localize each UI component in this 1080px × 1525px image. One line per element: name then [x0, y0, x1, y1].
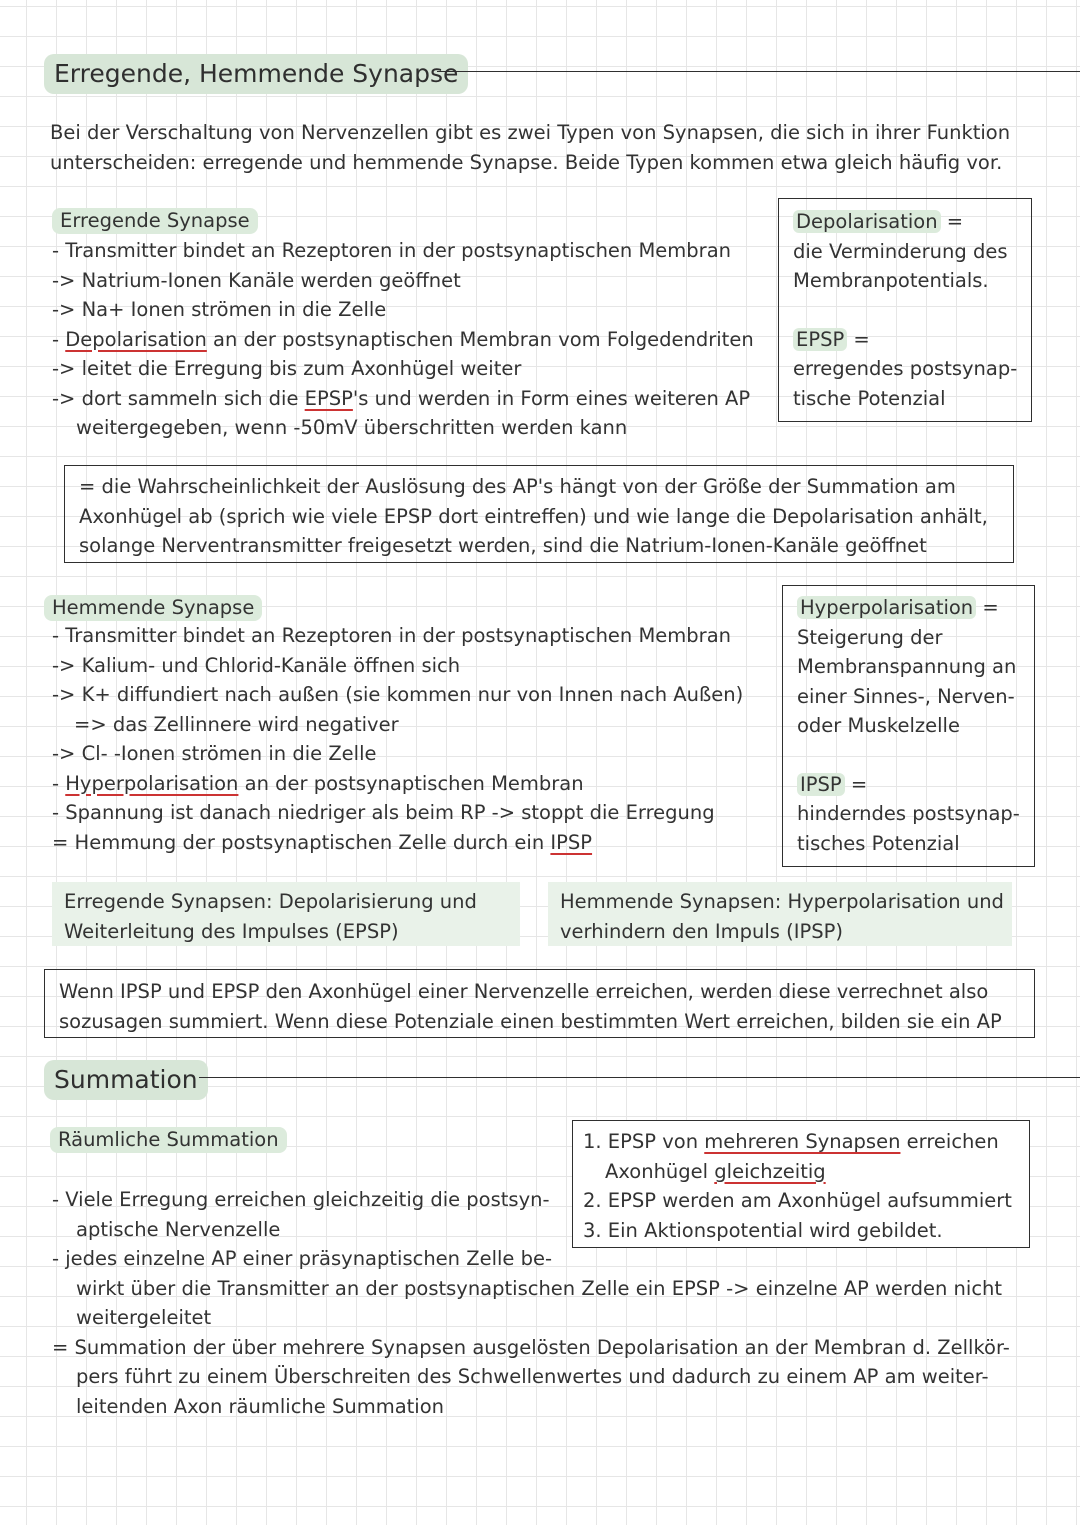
summary-line-3: solange Nerventransmitter freigesetzt werden, sind die Natrium-Ionen-Kanäle geöffnet — [79, 534, 927, 557]
green-right-1: Hemmende Synapsen: Hyperpolarisation und — [560, 890, 1004, 913]
hemmend-line-3: -> K+ diffundiert nach außen (sie kommen nur von Innen nach Außen) — [52, 683, 744, 706]
hemmend-line-6 — [52, 769, 743, 799]
def-ipsp-1: hinderndes postsynap- — [797, 802, 1020, 825]
summ-line-5: weitergeleitet — [76, 1306, 212, 1329]
line6-suffix: 's und werden in Form eines weiteren AP — [352, 386, 751, 410]
step1b-underlined: gleichzeitig — [714, 1159, 826, 1183]
line6-prefix: -> dort sammeln sich die — [52, 386, 305, 410]
section-heading-synapse-text: Erregende, Hemmende Synapse — [54, 59, 459, 88]
epsp-underlined: EPSP — [304, 386, 353, 410]
green-right-2: verhindern den Impuls (IPSP) — [560, 920, 844, 943]
hemmend-line-4: => das Zellinnere wird negativer — [74, 712, 399, 736]
step-1b — [583, 1157, 1029, 1187]
erregend-line-4 — [52, 325, 754, 355]
section-heading-synapse — [44, 54, 468, 94]
depol-suffix: an der postsynaptischen Membran vom Folgedendriten — [206, 327, 754, 351]
steps-box — [572, 1120, 1030, 1248]
summation-rule — [199, 1077, 1080, 1078]
term-epsp: EPSP — [793, 328, 847, 351]
section-heading-summation — [44, 1060, 208, 1100]
hyper-underlined: Hyperpolarisation — [65, 771, 239, 795]
summary-line-2: Axonhügel ab (sprich wie viele EPSP dort eintreffen) und wie lange die Depolarisation anhält, — [79, 504, 988, 528]
erregend-line-2: -> Natrium-Ionen Kanäle werden geöffnet — [52, 268, 461, 292]
erregend-line-3: -> Na+ Ionen strömen in die Zelle — [52, 298, 387, 321]
hemmend-line-1: - Transmitter bindet an Rezeptoren in der postsynaptischen Membran — [52, 624, 732, 647]
hemmende-lines — [52, 621, 743, 857]
summary-box-ap — [64, 465, 1014, 563]
erregend-line-5: -> leitet die Erregung bis zum Axonhügel weiter — [52, 357, 522, 380]
line8-prefix: = Hemmung der postsynaptischen Zelle durch ein — [52, 830, 551, 854]
eq-epsp: = — [847, 327, 870, 351]
ipsp-line-1: Wenn IPSP und EPSP den Axonhügel einer Nervenzelle erreichen, werden diese verrechnet also — [59, 980, 989, 1003]
hemmende-synapse-block — [44, 593, 262, 624]
term-hyperpolarisation: Hyperpolarisation — [797, 596, 976, 619]
step1-prefix: 1. EPSP von — [583, 1130, 705, 1153]
erregende-lines — [52, 236, 754, 443]
intro-line-1: Bei der Verschaltung von Nervenzellen gibt es zwei Typen von Synapsen, die sich in ihrer Funktion — [50, 121, 1011, 144]
raeumliche-summation-block — [50, 1125, 287, 1156]
def-depol-1: die Verminderung des — [793, 239, 1008, 263]
erregend-line-7: weitergegeben, wenn -50mV überschritten werden kann — [76, 416, 628, 439]
definition-box-depolarisation — [778, 198, 1032, 422]
summ-line-8: leitenden Axon räumliche Summation — [76, 1394, 444, 1418]
def-hyper-3: einer Sinnes-, Nerven- — [797, 684, 1015, 708]
erregend-line-6 — [52, 384, 754, 414]
def-ipsp-2: tisches Potenzial — [797, 831, 960, 855]
hemmend-line-5: -> Cl- -Ionen strömen in die Zelle — [52, 742, 377, 765]
summ-line-3: - jedes einzelne AP einer präsynaptischen Zelle be- — [52, 1247, 553, 1270]
hemmend-line-7: - Spannung ist danach niedriger als beim RP -> stoppt die Erregung — [52, 801, 715, 824]
summ-line-4: wirkt über die Transmitter an der postsynaptischen Zelle ein EPSP -> einzelne AP werden nicht — [76, 1276, 1003, 1300]
step-3: 3. Ein Aktionspotential wird gebildet. — [583, 1218, 943, 1242]
summary-line-1: = die Wahrscheinlichkeit der Auslösung des AP's hängt von der Größe der Summation am — [79, 475, 956, 498]
term-ipsp: IPSP — [797, 773, 845, 796]
eq-depolarisation: = — [940, 210, 964, 233]
subheading-erregende: Erregende Synapse — [52, 208, 258, 234]
definition-box-hyperpolarisation — [782, 585, 1035, 867]
section-heading-summation-text: Summation — [54, 1065, 198, 1094]
green-left-2: Weiterleitung des Impulses (EPSP) — [64, 920, 399, 943]
summ-line-1: - Viele Erregung erreichen gleichzeitig die postsyn- — [52, 1188, 550, 1211]
green-left-1: Erregende Synapsen: Depolarisierung und — [64, 890, 477, 913]
hyper-suffix: an der postsynaptischen Membran — [238, 771, 584, 795]
intro-paragraph — [50, 118, 1010, 178]
summ-line-6: = Summation der über mehrere Synapsen ausgelösten Depolarisation an der Membran d. Zellkör- — [52, 1335, 1010, 1359]
subheading-raeumliche: Räumliche Summation — [50, 1127, 287, 1153]
step1b-prefix: Axonhügel — [605, 1159, 715, 1183]
step-2: 2. EPSP werden am Axonhügel aufsummiert — [583, 1189, 1012, 1212]
def-hyper-2: Membranspannung an — [797, 655, 1017, 678]
hemmend-line-8 — [52, 828, 743, 858]
def-hyper-1: Steigerung der — [797, 625, 943, 649]
heading-rule — [437, 71, 1080, 72]
summ-line-7: pers führt zu einem Überschreiten des Schwellenwertes und dadurch zu einem AP am weiter- — [76, 1365, 989, 1388]
intro-line-2: unterscheiden: erregende und hemmende Synapse. Beide Typen kommen etwa gleich häufig vor. — [50, 151, 1003, 174]
hemmend-line-2: -> Kalium- und Chlorid-Kanäle öffnen sich — [52, 653, 461, 677]
step1-suffix: erreichen — [900, 1130, 999, 1153]
depol-prefix: - — [52, 327, 66, 351]
subheading-hemmende: Hemmende Synapse — [44, 595, 262, 621]
hyper-prefix: - — [52, 771, 66, 795]
green-box-hemmend — [548, 882, 1012, 946]
def-depol-2: Membranpotentials. — [793, 269, 989, 292]
erregend-line-1: - Transmitter bindet an Rezeptoren in der postsynaptischen Membran — [52, 239, 732, 262]
ipsp-underlined: IPSP — [550, 830, 593, 854]
def-epsp-2: tische Potenzial — [793, 386, 946, 410]
def-epsp-1: erregendes postsynap- — [793, 357, 1018, 380]
green-box-erregend — [52, 882, 520, 946]
def-hyper-4: oder Muskelzelle — [797, 714, 960, 737]
summ-line-2: aptische Nervenzelle — [76, 1217, 281, 1241]
step-1 — [583, 1127, 1029, 1157]
ipsp-line-2: sozusagen summiert. Wenn diese Potenziale einen bestimmten Wert erreichen, bilden sie ein AP — [59, 1009, 1002, 1033]
erregende-synapse-block — [52, 206, 258, 237]
eq-ipsp: = — [844, 772, 868, 796]
depol-underlined: Depolarisation — [65, 327, 207, 351]
step1-underlined: mehreren Synapsen — [704, 1130, 901, 1153]
ipsp-epsp-box — [44, 969, 1035, 1038]
term-depolarisation: Depolarisation — [793, 210, 941, 233]
eq-hyperpolarisation: = — [976, 596, 999, 619]
